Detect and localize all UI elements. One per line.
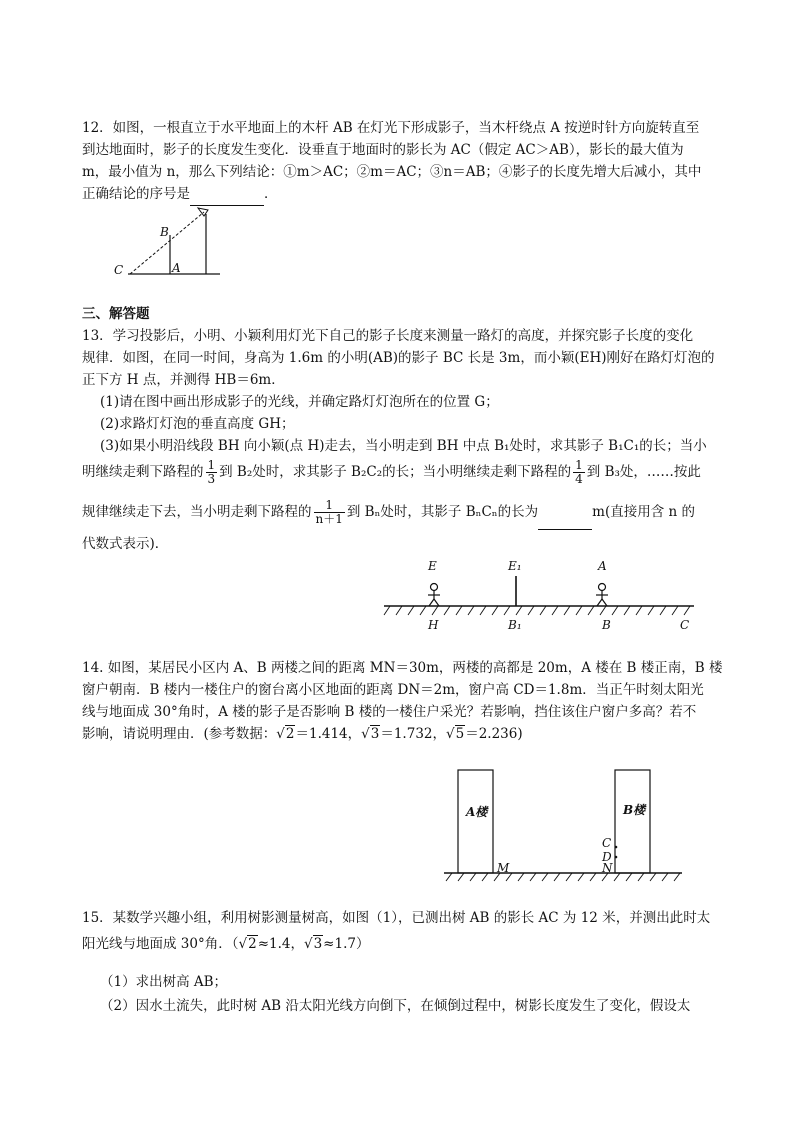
q15-part-1: （1）求出树高 AB； bbox=[100, 974, 228, 990]
fraction-one-third: $\frac{1}{3}$ bbox=[207, 458, 216, 486]
q13-part-3-line-2: 明继续走剩下路程的 $\frac{1}{3}$ 到 B₂处时，求其影子 B₂C₂的长；当小明继续走剩下路程的 $\frac{1}{4}$ 到 B₃处，……按此 bbox=[82, 458, 701, 486]
building-a-label: A楼 bbox=[466, 805, 488, 819]
question-12 bbox=[82, 117, 714, 206]
q12-line-1: 12．如图，一根直立于水平地面上的木杆 AB 在灯光下形成影子，当木杆绕点 A 按逆时针方向旋转直至 bbox=[82, 120, 700, 136]
q13-label-c: C bbox=[680, 618, 690, 632]
q13-line-2: 规律．如图，在同一时间，身高为 1.6m 的小明(AB)的影子 BC 长是 3m，而小颖(EH)刚好在路灯灯泡的 bbox=[82, 350, 715, 366]
q13-label-b1: B₁ bbox=[508, 618, 522, 632]
building-b-label: B楼 bbox=[623, 803, 646, 817]
q14-label-m: M bbox=[497, 861, 510, 875]
light-ray bbox=[130, 212, 204, 274]
fraction-one-over-n-plus-1: $\frac{1}{n+1}$ bbox=[315, 498, 343, 526]
point-d bbox=[615, 856, 618, 859]
q14-label-n: N bbox=[602, 861, 613, 875]
ground-hatching bbox=[384, 606, 690, 615]
q13-label-a: A bbox=[598, 559, 607, 573]
q15-line-2: 阳光线与地面成 30°角．（√2≈1.4，√3≈1.7） bbox=[82, 936, 370, 952]
question-14 bbox=[82, 657, 723, 745]
q14-line-1: 14. 如图，某居民小区内 A、B 两楼之间的距离 MN＝30m，两楼的高都是 20m，A 楼在 B 楼正南，B 楼 bbox=[82, 660, 723, 676]
building-a bbox=[458, 770, 493, 873]
person-e-icon bbox=[428, 584, 440, 607]
q13-part-3-line-3: 规律继续走下去，当小明走剩下路程的 $\frac{1}{n+1}$ 到 Bₙ处时，其影子 BₙCₙ的长为 m(直接用含 n 的 bbox=[82, 495, 714, 530]
q13-line-3: 正下方 H 点，并测得 HB＝6m． bbox=[82, 372, 285, 388]
q14-line-2: 窗户朝南．B 楼内一楼住户的窗台离小区地面的距离 DN＝2m，窗户高 CD＝1.8m．当正午时刻太阳光 bbox=[82, 682, 704, 698]
q12-line-3: m，最小值为 n，那么下列结论：①m＞AC；②m＝AC；③n＝AB；④影子的长度先增大后减小，其中 bbox=[82, 164, 702, 180]
q13-part-1: (1)请在图中画出形成影子的光线，并确定路灯灯泡所在的位置 G； bbox=[100, 394, 499, 410]
fraction-one-quarter: $\frac{1}{4}$ bbox=[575, 458, 583, 486]
q13-line-1: 13．学习投影后，小明、小颖利用灯光下自己的影子长度来测量一路灯的高度，并探究影子长度的变化 bbox=[82, 328, 694, 344]
person-a-icon bbox=[596, 584, 608, 607]
q12-line-2: 到达地面时，影子的长度发生变化．设垂直于地面时的影长为 AC（假定 AC＞AB），影长的最大值为 bbox=[82, 142, 684, 158]
q13-label-e: E bbox=[428, 559, 437, 573]
q12-answer-prompt: 正确结论的序号是 bbox=[82, 186, 190, 202]
q14-label-d: D bbox=[602, 850, 612, 864]
q13-part-3-line-1: (3)如果小明沿线段 BH 向小颖(点 H)走去，当小明走到 BH 中点 B₁处时，求其影子 B₁C₁的长；当小 bbox=[100, 438, 707, 454]
q13-label-e1: E₁ bbox=[508, 559, 522, 573]
ground-hatching bbox=[446, 873, 680, 881]
q13-figure bbox=[382, 555, 702, 635]
q13-answer-blank[interactable] bbox=[538, 495, 592, 530]
q12-label-a: A bbox=[172, 261, 181, 275]
question-13 bbox=[82, 325, 714, 391]
q13-part-3-line-4: 代数式表示)． bbox=[82, 536, 169, 552]
building-b bbox=[615, 770, 650, 873]
q15-part-2: （2）因水土流失，此时树 AB 沿太阳光线方向倒下，在倾倒过程中，树影长度发生了变化，假设太 bbox=[100, 998, 691, 1014]
q14-line-3: 线与地面成 30°角时，A 楼的影子是否影响 B 楼的一楼住户采光？若影响，挡住该住户窗户多高？若不 bbox=[82, 704, 697, 720]
question-15 bbox=[82, 907, 714, 955]
q12-label-b: B bbox=[160, 225, 169, 239]
q14-figure bbox=[442, 768, 692, 888]
q14-label-c: C bbox=[602, 836, 612, 850]
q13-label-h: H bbox=[428, 618, 439, 632]
q13-part-2: (2)求路灯灯泡的垂直高度 GH； bbox=[100, 416, 295, 432]
q14-line-4: 影响，请说明理由．(参考数据：√2＝1.414，√3＝1.732，√5＝2.236) bbox=[82, 726, 523, 742]
q13-label-b: B bbox=[602, 618, 611, 632]
section-heading: 三、解答题 bbox=[82, 306, 150, 322]
q12-line-4: 正确结论的序号是 ． bbox=[82, 183, 714, 206]
q12-figure bbox=[108, 200, 228, 282]
q12-label-c: C bbox=[114, 263, 124, 277]
point-c bbox=[615, 846, 618, 849]
q15-line-1: 15．某数学兴趣小组，利用树影测量树高，如图（1），已测出树 AB 的影长 AC 为 12 米，并测出此时太 bbox=[82, 910, 711, 926]
